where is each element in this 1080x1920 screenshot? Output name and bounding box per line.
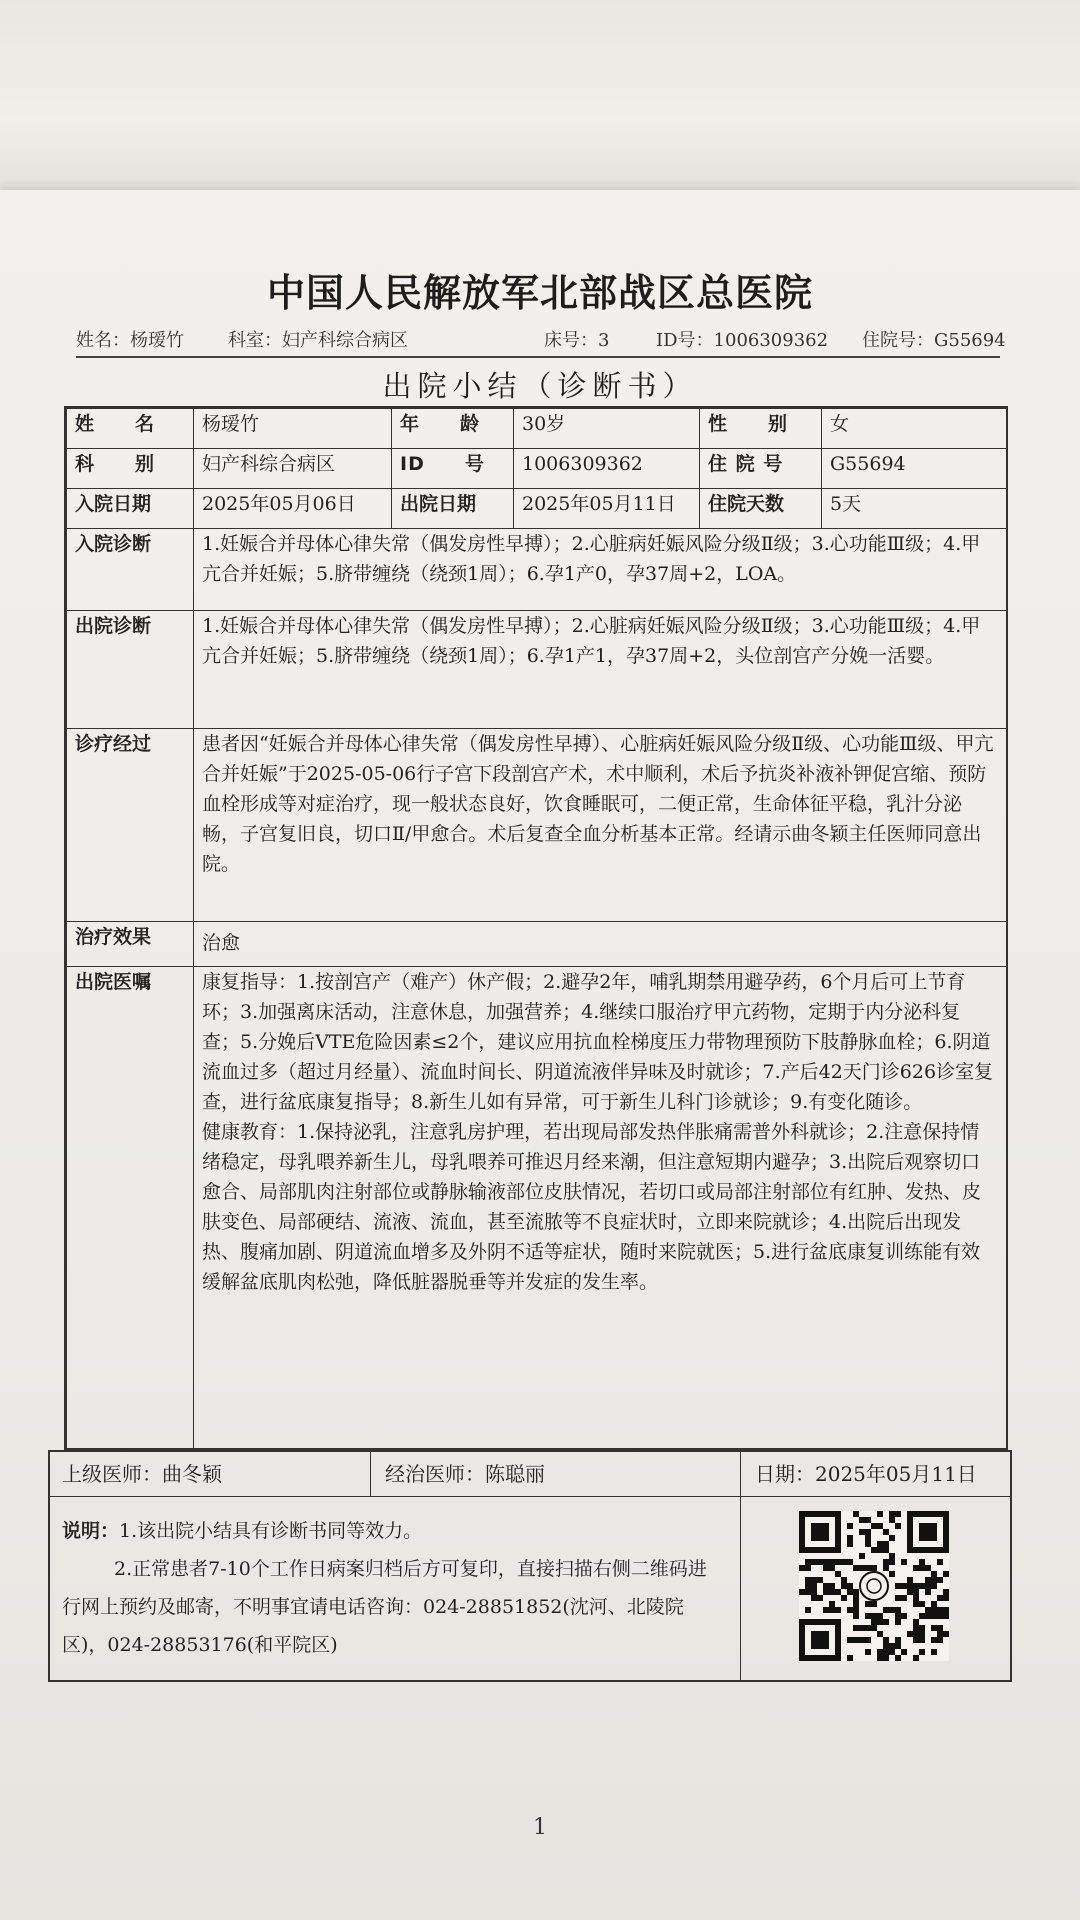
label-admit-diagnosis: 入院诊断 [67, 529, 194, 611]
info-dept: 科室：妇产科综合病区 [228, 330, 408, 351]
discharge-advice [194, 967, 1007, 1449]
value-id: 1006309362 [514, 449, 700, 489]
qr-cell [740, 1497, 1011, 1680]
admit-diagnosis: 1.妊娠合并母体心律失常（偶发房性早搏）；2.心脏病妊娠风险分级Ⅱ级；3.心功能Ⅲ级；4.甲亢合并妊娠；5.脐带缠绕（绕颈1周）；6.孕1产0，孕37周+2，LOA。 [194, 529, 1007, 611]
label-discharge-advice: 出院医嘱 [67, 967, 194, 1449]
label-id: ID 号 [392, 449, 514, 489]
page-number: 1 [533, 1815, 547, 1840]
value-admit-date: 2025年05月06日 [194, 489, 392, 529]
table-row [67, 611, 1007, 729]
label-discharge-date: 出院日期 [392, 489, 514, 529]
label-sex: 性 别 [700, 409, 822, 449]
label-age: 年 龄 [392, 409, 514, 449]
notes [62, 1512, 722, 1664]
treatment-effect: 治愈 [194, 922, 1007, 967]
table-row [67, 922, 1007, 967]
info-id: ID号：1006309362 [656, 330, 829, 351]
info-bed: 床号：3 [544, 330, 610, 351]
info-name: 姓名：杨瑷竹 [76, 330, 184, 351]
value-discharge-date: 2025年05月11日 [514, 489, 700, 529]
senior-physician: 上级医师：曲冬颖 [50, 1452, 370, 1497]
table-row [67, 449, 1007, 489]
hospital-name: 中国人民解放军北部战区总医院 [266, 271, 813, 315]
attending-physician: 经治医师：陈聪丽 [370, 1452, 740, 1497]
summary-table-frame [64, 406, 1008, 1450]
signature-and-notes [48, 1450, 1012, 1682]
value-dept: 妇产科综合病区 [194, 449, 392, 489]
label-treatment-effect: 治疗效果 [67, 922, 194, 967]
health-education: 健康教育：1.保持泌乳，注意乳房护理，若出现局部发热伴胀痛需普外科就诊；2.注意保持情绪稳定，母乳喂养新生儿，母乳喂养可推迟月经来潮，但注意短期内避孕；3.出院后观察切口愈合、局部肌肉注射部位或静脉输液部位皮肤情况，若切口或局部注射部位有红肿、发热、皮肤变色、局部硬结、流液、流血，甚至流脓等不良症状时，立即来院就诊；4.出院后出现发热、腹痛加剧、阴道流血增多及外阴不适等症状，随时来院就医；5.进行盆底康复训练能有效缓解盆底肌肉松弛，降低脏器脱垂等并发症的发生率。 [202, 1121, 982, 1293]
label-stay-days: 住院天数 [700, 489, 822, 529]
rehab-guidance: 康复指导：1.按剖宫产（难产）休产假；2.避孕2年，哺乳期禁用避孕药，6个月后可上节育环；3.加强离床活动，注意休息，加强营养；4.继续口服治疗甲亢药物，定期于内分泌科复查；5.分娩后VTE危险因素≤2个，建议应用抗血栓梯度压力带物理预防下肢静脉血栓；6.阴道流血过多（超过月经量）、流血时间长、阴道流液伴异味及时就诊；7.产后42天门诊626诊室复查，进行盆底康复指导；8.新生儿如有异常，可于新生儿科门诊就诊；9.有变化随诊。 [202, 971, 994, 1113]
table-row [67, 489, 1007, 529]
table-row [67, 409, 1007, 449]
value-age: 30岁 [514, 409, 700, 449]
note-2: 2.正常患者7-10个工作日病案归档后方可复印，直接扫描右侧二维码进行网上预约及邮寄，不明事宜请电话咨询：024-28851852(沈河、北陵院区)，024-28853176(和平院区) [62, 1558, 707, 1656]
document-title: 出院小结（诊断书） [382, 369, 698, 403]
label-dept: 科 别 [67, 449, 194, 489]
value-admission-no: G55694 [822, 449, 1007, 489]
label-treatment-course: 诊疗经过 [67, 729, 194, 922]
discharge-diagnosis: 1.妊娠合并母体心律失常（偶发房性早搏）；2.心脏病妊娠风险分级Ⅱ级；3.心功能Ⅲ级；4.甲亢合并妊娠；5.脐带缠绕（绕颈1周）；6.孕1产1，孕37周+2，头位剖宫产分娩一活婴。 [194, 611, 1007, 729]
value-stay-days: 5天 [822, 489, 1007, 529]
sign-date: 日期：2025年05月11日 [740, 1452, 1010, 1497]
value-sex: 女 [822, 409, 1007, 449]
info-admission-no: 住院号：G55694 [862, 330, 1006, 351]
table-row [67, 729, 1007, 922]
table-row [67, 529, 1007, 611]
value-name: 杨瑷竹 [194, 409, 392, 449]
label-name: 姓 名 [67, 409, 194, 449]
note-1: 1.该出院小结具有诊断书同等效力。 [119, 1520, 423, 1542]
label-admit-date: 入院日期 [67, 489, 194, 529]
treatment-course: 患者因“妊娠合并母体心律失常（偶发房性早搏）、心脏病妊娠风险分级Ⅱ级、心功能Ⅲ级、甲亢合并妊娠”于2025-05-06行子宫下段剖宫产术，术中顺利，术后予抗炎补液补钾促宫缩、预防血栓形成等对症治疗，现一般状态良好，饮食睡眠可，二便正常，生命体征平稳，乳汁分泌畅，子宫复旧良，切口Ⅱ/甲愈合。术后复查全血分析基本正常。经请示曲冬颖主任医师同意出院。 [194, 729, 1007, 922]
summary-table [66, 408, 1007, 1449]
label-discharge-diagnosis: 出院诊断 [67, 611, 194, 729]
table-row [67, 967, 1007, 1449]
qr-code-icon[interactable] [799, 1511, 949, 1661]
label-admission-no: 住 院 号 [700, 449, 822, 489]
patient-info-bar [76, 322, 1006, 358]
notes-label: 说明： [62, 1520, 120, 1542]
